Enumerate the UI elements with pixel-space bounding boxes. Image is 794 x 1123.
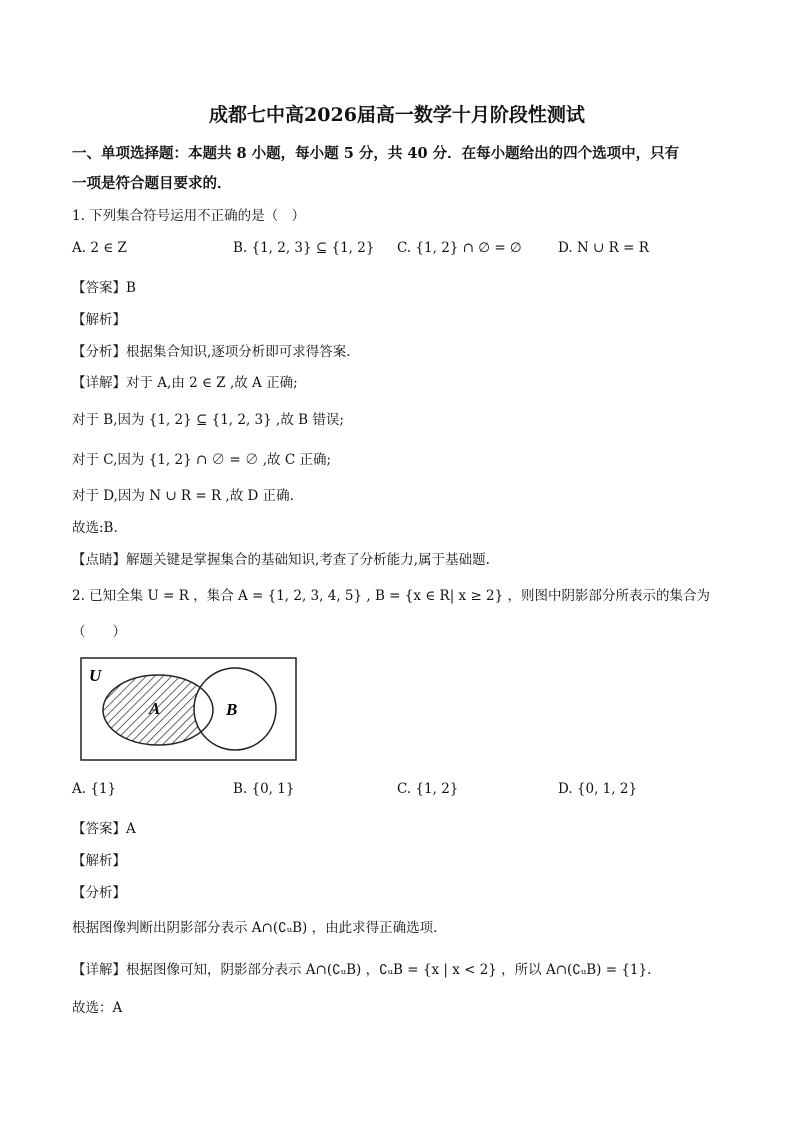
- venn-diagram: [80, 657, 300, 769]
- q1-option-a: A. 2 ∈ Z: [72, 240, 127, 256]
- q2-option-a: A. {1}: [72, 781, 117, 797]
- q1-option-d: D. N ∪ R = R: [558, 240, 649, 256]
- venn-label-b: B: [226, 700, 238, 719]
- q1-comment: 【点睛】解题关键是掌握集合的基础知识,考查了分析能力,属于基础题.: [72, 552, 490, 568]
- q2-detail: 【详解】根据图像可知，阴影部分表示 A∩(∁ᵤB) ，∁ᵤB = {x | x < 2} ，所以 A∩(∁ᵤB) = {1}.: [72, 962, 652, 978]
- q2-fenxi: 根据图像判断出阴影部分表示 A∩(∁ᵤB) ，由此求得正确选项.: [72, 920, 438, 936]
- q1-detail-line3: 对于 C,因为 {1, 2} ∩ ∅ = ∅ ,故 C 正确;: [72, 452, 331, 468]
- q1-choose: 故选:B.: [72, 520, 118, 536]
- q1-answer: 【答案】B: [72, 280, 136, 296]
- q2-stem: 2. 已知全集 U = R ，集合 A = {1, 2, 3, 4, 5} , B = {x ∈ R| x ≥ 2} ，则图中阴影部分所表示的集合为: [72, 588, 711, 604]
- q1-detail-line2: 对于 B,因为 {1, 2} ⊆ {1, 2, 3} ,故 B 错误;: [72, 412, 344, 428]
- section-heading-line2: 一项是符合题目要求的．: [72, 175, 232, 192]
- page-title: 成都七中高2026届高一数学十月阶段性测试: [209, 104, 585, 126]
- q1-option-b: B. {1, 2, 3} ⊆ {1, 2}: [233, 240, 375, 256]
- q1-stem: 1. 下列集合符号运用不正确的是（ ）: [72, 208, 306, 224]
- venn-label-u: U: [89, 666, 102, 685]
- q1-detail-line4: 对于 D,因为 N ∪ R = R ,故 D 正确.: [72, 488, 294, 504]
- q1-fenxi: 【分析】根据集合知识,逐项分析即可求得答案.: [72, 344, 351, 360]
- q2-analysis-tag: 【解析】: [72, 853, 126, 869]
- q2-option-b: B. {0, 1}: [233, 781, 295, 797]
- q1-option-c: C. {1, 2} ∩ ∅ = ∅: [397, 240, 522, 256]
- venn-label-a: A: [149, 699, 161, 718]
- q2-choose: 故选：A: [72, 1000, 123, 1016]
- q2-option-d: D. {0, 1, 2}: [558, 781, 638, 797]
- q1-analysis-tag: 【解析】: [72, 312, 126, 328]
- q2-answer: 【答案】A: [72, 821, 136, 837]
- section-heading-line1: 一、单项选择题：本题共 8 小题，每小题 5 分，共 40 分．在每小题给出的四个选项中，只有: [72, 145, 680, 162]
- q2-option-c: C. {1, 2}: [397, 781, 459, 797]
- q1-detail-line1: 【详解】对于 A,由 2 ∈ Z ,故 A 正确;: [72, 375, 298, 391]
- q2-paren: （ ）: [72, 624, 126, 640]
- q2-fenxi-tag: 【分析】: [72, 885, 126, 901]
